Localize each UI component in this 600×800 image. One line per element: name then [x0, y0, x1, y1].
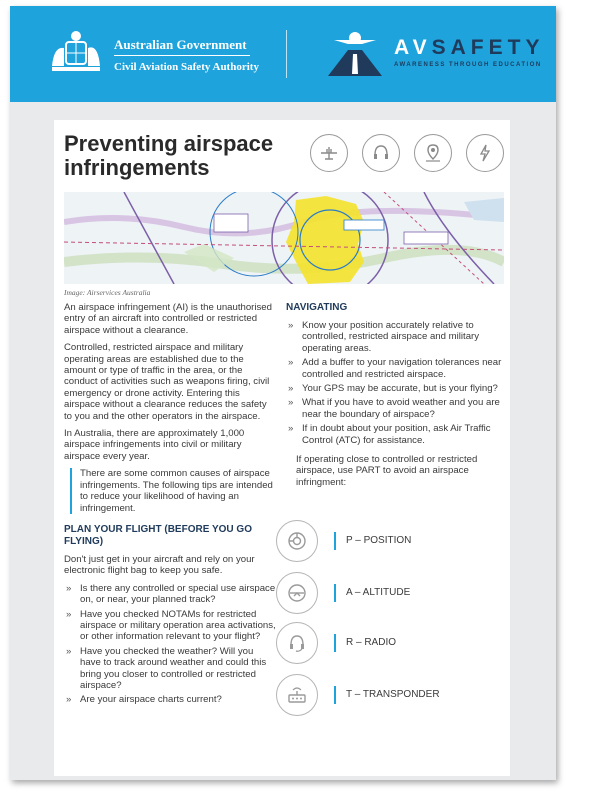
headset-icon: [362, 134, 400, 172]
plan-bullet-list: [64, 583, 276, 706]
causes-callout: There are some common causes of airspace infringements. The following tips are intended to reduce your likelihood of having an infringement.: [70, 468, 276, 514]
part-divider: [334, 584, 336, 602]
content-card: [54, 120, 510, 776]
list-item: » Know your position accurately relative to controlled, restricted airspace and military operating areas.: [286, 320, 506, 354]
coat-of-arms-icon: [46, 26, 106, 76]
map-pin-icon: [414, 134, 452, 172]
brand-av: AV: [394, 36, 432, 59]
left-column: [64, 302, 276, 709]
list-item: » Add a buffer to your navigation tolerances near controlled and restricted airspace.: [286, 357, 506, 380]
part-intro: If operating close to controlled or restricted airspace, use PART to avoid an airspace infringment:: [296, 454, 478, 488]
brand-safety: SAFETY: [431, 36, 545, 59]
part-divider: [334, 532, 336, 550]
list-item: » If in doubt about your position, ask Air Traffic Control (ATC) for assistance.: [286, 423, 506, 446]
altitude-icon: [276, 572, 318, 614]
part-item-altitude: [276, 572, 506, 616]
position-icon: [276, 520, 318, 562]
navigating-bullet-list: [286, 320, 506, 446]
government-name: Australian Government: [114, 37, 247, 52]
airspace-chart-image: [64, 192, 504, 284]
plan-intro: Don't just get in your aircraft and rely on your electronic flight bag to keep you safe.: [64, 553, 255, 577]
transponder-icon: [276, 674, 318, 716]
map-caption: Image: Airservices Australia: [64, 288, 151, 297]
list-item: » Have you checked the weather? Will you have to track around weather and could this bring you closer to controlled or restricted airspace?: [64, 646, 276, 692]
intro-paragraph: An airspace infringement (AI) is the unauthorised entry of an aircraft into controlled or restricted airspace without a clearance.: [64, 302, 272, 336]
avsafety-wordmark: [394, 36, 544, 60]
agency-name: Civil Aviation Safety Authority: [114, 61, 259, 73]
part-label: R – RADIO: [346, 637, 397, 648]
government-rule: [114, 55, 250, 56]
list-item: » Is there any controlled or special use airspace on, or near, your planned track?: [64, 583, 276, 606]
header-banner: [10, 6, 556, 102]
page-title: Preventing airspace infringements: [64, 131, 274, 180]
right-column: [286, 302, 506, 488]
list-item: » Your GPS may be accurate, but is your flying?: [286, 383, 506, 394]
radio-headset-icon: [276, 622, 318, 664]
navigating-heading: NAVIGATING: [286, 302, 348, 313]
list-item: » What if you have to avoid weather and you are near the boundary of airspace?: [286, 397, 506, 420]
list-item: » Have you checked NOTAMs for restricted airspace or military operation area activations, or other information relevant to your flight?: [64, 609, 276, 643]
tagline: AWARENESS THROUGH EDUCATION: [394, 62, 542, 68]
part-label: P – POSITION: [346, 535, 412, 546]
part-divider: [334, 634, 336, 652]
part-item-transponder: [276, 674, 506, 718]
fact-sheet: [10, 6, 556, 780]
avsafety-logo-icon: [324, 24, 386, 80]
aircraft-icon: [310, 134, 348, 172]
airspace-paragraph: Controlled, restricted airspace and military operating areas are established due to the amount or type of traffic in the area, or the conduct of activities such as weapons firing, civil emergency or drone activity. Entering this airspace without a clearance reduces the safety to you and the other operators in the airspace.: [64, 342, 270, 422]
statistics-paragraph: In Australia, there are approximately 1,000 airspace infringements into civil or military airspace every year.: [64, 428, 245, 462]
topic-icons: [300, 134, 510, 174]
part-divider: [334, 686, 336, 704]
part-label: T – TRANSPONDER: [346, 689, 440, 700]
part-item-radio: [276, 622, 506, 666]
header-divider: [286, 30, 287, 78]
plan-heading: PLAN YOUR FLIGHT (BEFORE YOU GO FLYING): [64, 523, 252, 547]
part-label: A – ALTITUDE: [346, 587, 411, 598]
lightning-icon: [466, 134, 504, 172]
list-item: » Are your airspace charts current?: [64, 694, 276, 705]
part-item-position: [276, 520, 506, 564]
